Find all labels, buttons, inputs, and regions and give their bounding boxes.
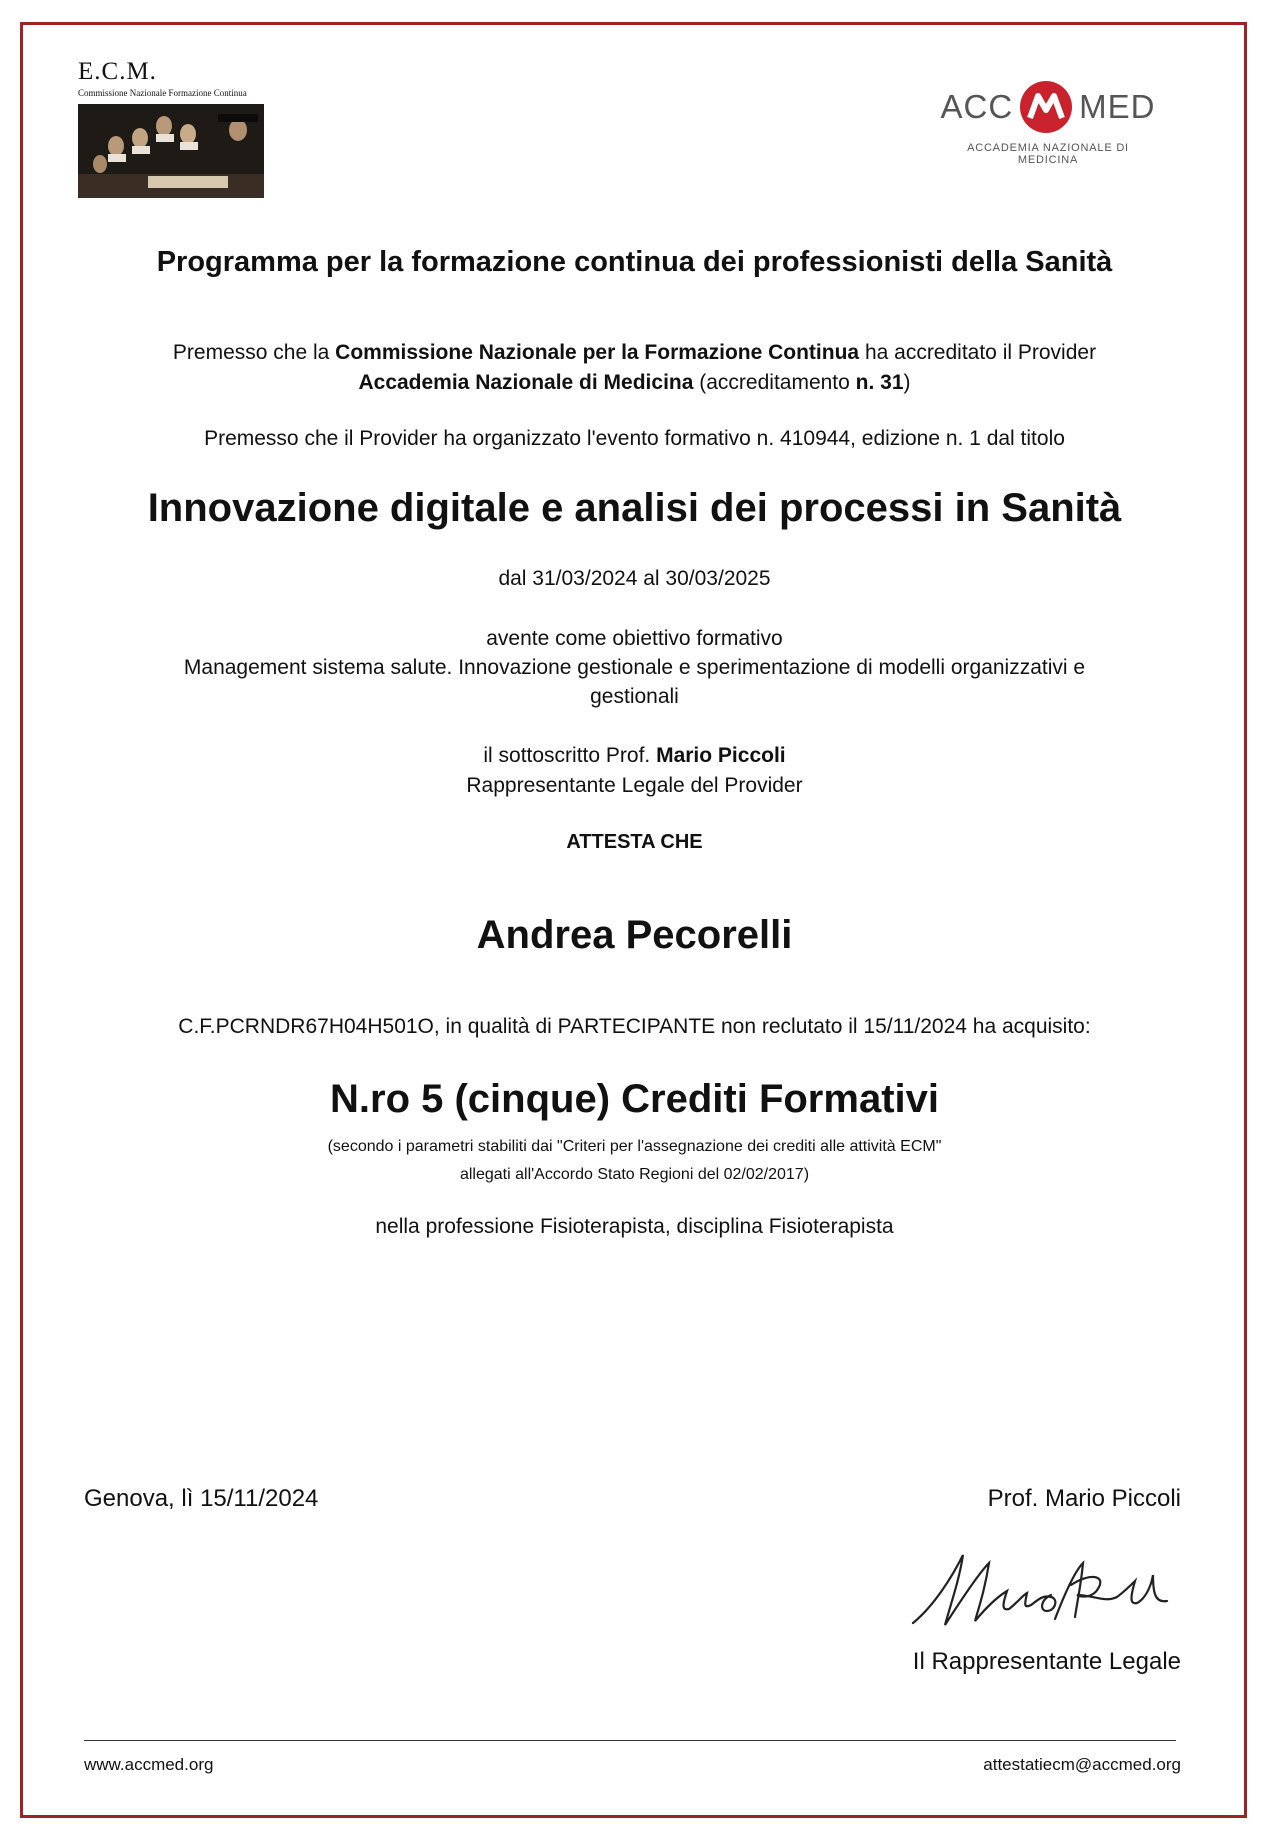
ecm-logo (78, 58, 264, 198)
signatory-block: il sottoscritto Prof. Mario Piccoli Rappresentante Legale del Provider (60, 741, 1209, 801)
attesta-heading: ATTESTA CHE (566, 831, 703, 853)
signer-role: Il Rappresentante Legale (912, 1648, 1181, 1675)
premise-accreditation: Premesso che la Commissione Nazionale per la Formazione Continua ha accreditato il Provider Accademia Nazionale di Medicina (accreditamento n. 31) (172, 341, 1097, 394)
accmed-subtitle: ACCADEMIA NAZIONALE DI MEDICINA (967, 142, 1129, 166)
ecm-subtitle: Commissione Nazionale Formazione Continua (78, 88, 247, 98)
provider-name: Accademia Nazionale di Medicina (358, 371, 694, 394)
fiscal-code-line: C.F.PCRNDR67H04H501O, in qualità di PARTECIPANTE non reclutato il 15/11/2024 ha acquisito: (178, 1015, 1091, 1038)
footer-divider (84, 1740, 1176, 1741)
accmed-logo (938, 80, 1158, 166)
event-dates: dal 31/03/2024 al 30/03/2025 (498, 567, 771, 590)
signatory-role: Rappresentante Legale del Provider (466, 774, 803, 797)
event-title: Innovazione digitale e analisi dei processi in Sanità (147, 486, 1122, 530)
contact-email: attestatiecm@accmed.org (983, 1755, 1181, 1774)
accmed-left-text: ACC (940, 88, 1014, 125)
participant-name: Andrea Pecorelli (476, 913, 793, 957)
place-date: Genova, lì 15/11/2024 (84, 1485, 319, 1512)
accmed-emblem-icon (1019, 80, 1073, 134)
handwritten-signature-image (905, 1545, 1175, 1635)
credits-awarded: N.ro 5 (cinque) Crediti Formativi (330, 1077, 939, 1121)
accreditation-number: n. 31 (855, 371, 904, 394)
anatomy-lesson-painting-image (78, 104, 264, 198)
credit-parameters: (secondo i parametri stabiliti dai "Criteri per l'assegnazione dei crediti alle attività ECM" allegati all'Accordo Stato Regioni del 02/02/2017) (327, 1138, 942, 1183)
commission-name: Commissione Nazionale per la Formazione Continua (335, 341, 860, 364)
premise-event: Premesso che il Provider ha organizzato l'evento formativo n. 410944, edizione n. 1 dal titolo (204, 427, 1065, 450)
program-title: Programma per la formazione continua dei professionisti della Sanità (156, 246, 1113, 278)
profession-line: nella professione Fisioterapista, disciplina Fisioterapista (375, 1215, 894, 1238)
website: www.accmed.org (84, 1755, 214, 1774)
ecm-title: E.C.M. (78, 58, 157, 85)
signer-name: Prof. Mario Piccoli (987, 1485, 1181, 1512)
training-objective: avente come obiettivo formativo Management sistema salute. Innovazione gestionale e sperimentazione di modelli organizzativi e gestionali (183, 627, 1086, 708)
accmed-right-text: MED (1079, 88, 1156, 125)
signatory-name: Mario Piccoli (656, 744, 786, 767)
